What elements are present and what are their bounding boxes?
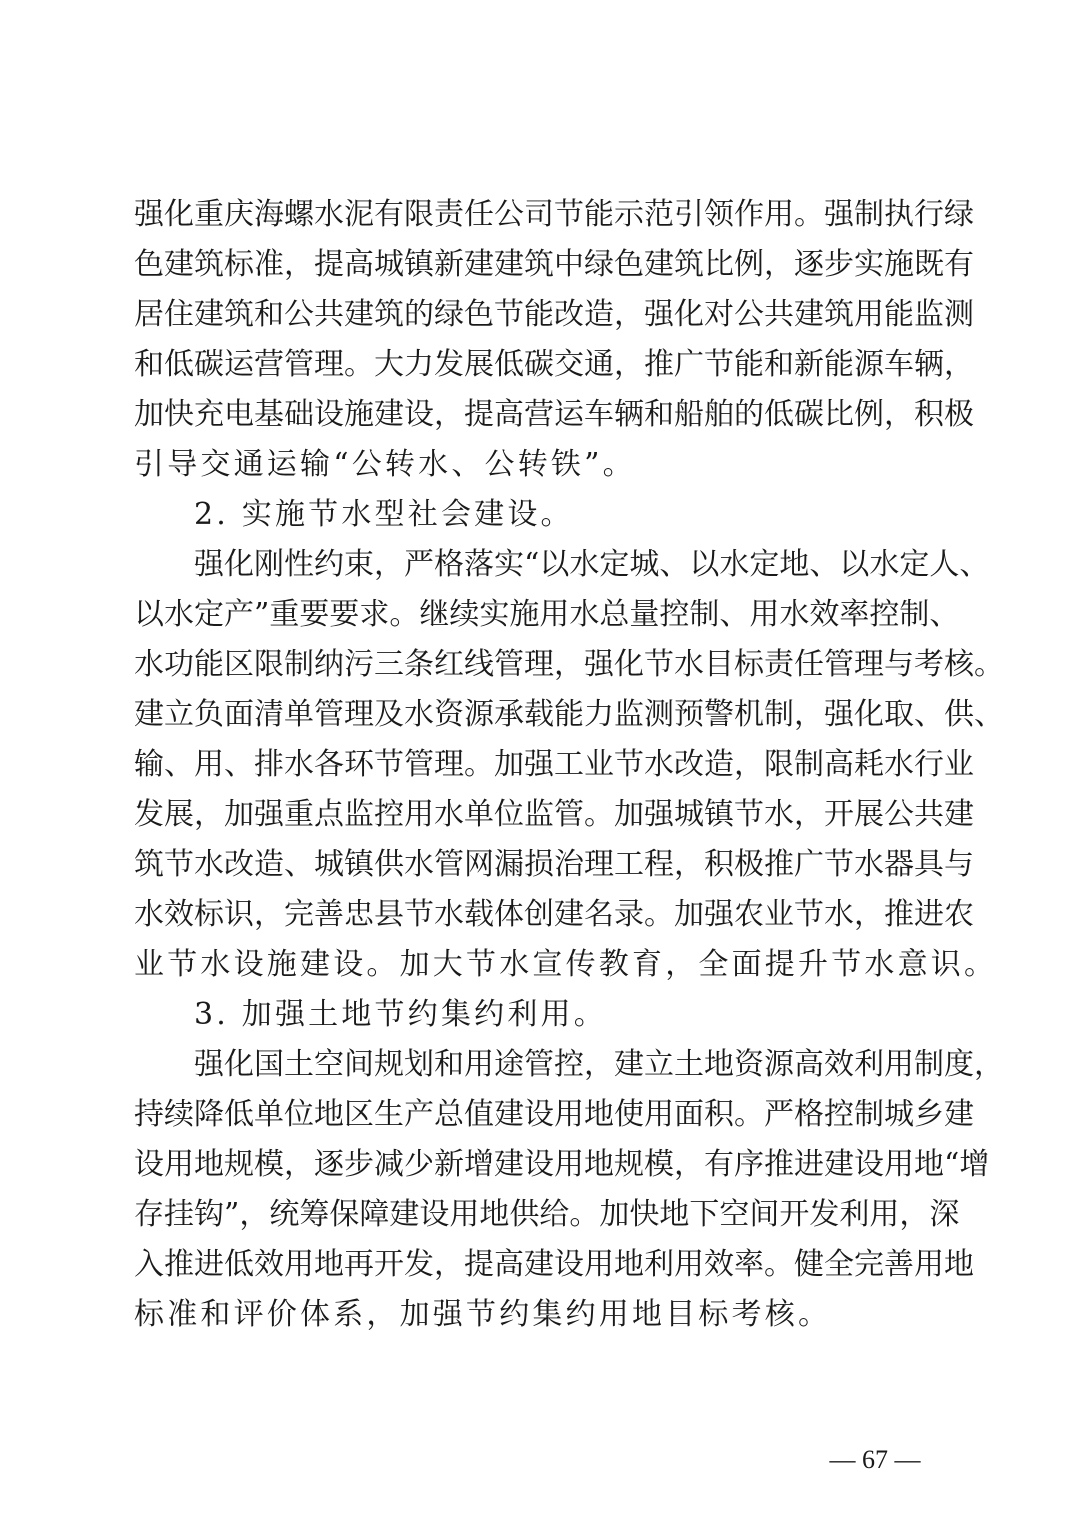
paragraph-line: 持续降低单位地区生产总值建设用地使用面积。严格控制城乡建 — [134, 1097, 974, 1132]
paragraph-line: 居住建筑和公共建筑的绿色节能改造，强化对公共建筑用能监测 — [134, 297, 974, 332]
paragraph-line: 引导交通运输“公转水、公转铁”。 — [134, 447, 636, 482]
paragraph-line: 入推进低效用地再开发，提高建设用地利用效率。健全完善用地 — [134, 1247, 974, 1282]
section-heading: 2. 实施节水型社会建设。 — [194, 497, 574, 532]
paragraph-line: 输、用、排水各环节管理。加强工业节水改造，限制高耗水行业 — [134, 747, 974, 782]
paragraph-line: 建立负面清单管理及水资源承载能力监测预警机制，强化取、供、 — [134, 697, 1004, 732]
paragraph-line: 水功能区限制纳污三条红线管理，强化节水目标责任管理与考核。 — [134, 647, 1004, 682]
paragraph-line: 业节水设施建设。加大节水宣传教育，全面提升节水意识。 — [134, 947, 998, 982]
page-number: — 67 — — [829, 1445, 921, 1474]
paragraph-line: 设用地规模，逐步减少新增建设用地规模，有序推进建设用地“增 — [134, 1147, 990, 1182]
paragraph-line: 加快充电基础设施建设，提高营运车辆和船舶的低碳比例，积极 — [134, 397, 974, 432]
paragraph-line: 强化国土空间规划和用途管控，建立土地资源高效利用制度， — [194, 1047, 1004, 1082]
paragraph-line: 标准和评价体系，加强节约集约用地目标考核。 — [134, 1297, 832, 1332]
paragraph-line: 以水定产”重要要求。继续实施用水总量控制、用水效率控制、 — [134, 597, 960, 632]
paragraph-line: 强化重庆海螺水泥有限责任公司节能示范引领作用。强制执行绿 — [134, 197, 974, 232]
paragraph-line: 筑节水改造、城镇供水管网漏损治理工程，积极推广节水器具与 — [134, 847, 974, 882]
paragraph-line: 和低碳运营管理。大力发展低碳交通，推广节能和新能源车辆， — [134, 347, 974, 382]
paragraph-line: 强化刚性约束，严格落实“以水定城、以水定地、以水定人、 — [194, 547, 990, 582]
paragraph-line: 水效标识，完善忠县节水载体创建名录。加强农业节水，推进农 — [134, 897, 974, 932]
paragraph-line: 色建筑标准，提高城镇新建建筑中绿色建筑比例，逐步实施既有 — [134, 247, 974, 282]
section-heading: 3. 加强土地节约集约利用。 — [194, 997, 607, 1032]
paragraph-line: 发展，加强重点监控用水单位监管。加强城镇节水，开展公共建 — [134, 797, 974, 832]
body-text — [134, 190, 1004, 1340]
paragraph-line: 存挂钩”，统筹保障建设用地供给。加快地下空间开发利用，深 — [134, 1197, 960, 1232]
